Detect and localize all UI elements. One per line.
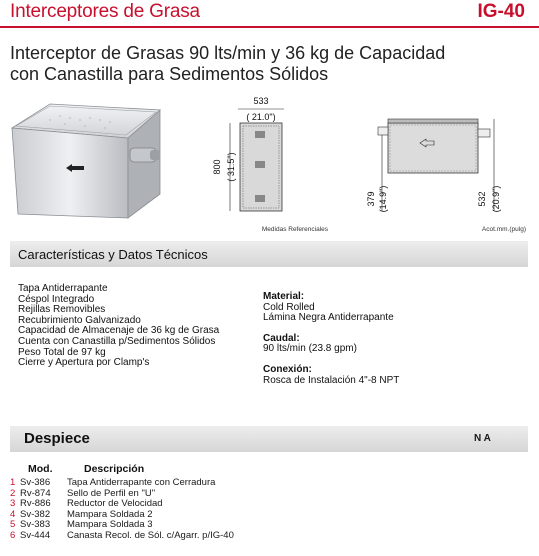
model-code: IG-40 bbox=[477, 1, 525, 22]
part-number: 3 bbox=[10, 498, 16, 510]
part-description: Tapa Antiderrapante con Cerradura bbox=[67, 477, 216, 488]
part-code: Sv-386 bbox=[20, 477, 51, 488]
part-code: Sv-383 bbox=[20, 519, 51, 531]
tech-specs bbox=[263, 292, 523, 386]
part-number: 4 bbox=[10, 508, 16, 520]
connection-value: Rosca de Instalación 4"-8 NPT bbox=[263, 374, 400, 386]
part-code: Rv-874 bbox=[20, 487, 51, 499]
top-view-drawing bbox=[182, 95, 332, 235]
top-width-inch-label: ( 21.0") bbox=[246, 112, 276, 122]
subtitle-line-1: Interceptor de Grasas 90 lts/min y 36 kg de Capacidad bbox=[10, 43, 446, 63]
part-description: Sello de Perfil en "U" bbox=[67, 487, 156, 499]
parts-row bbox=[10, 478, 234, 489]
subtitle-line-2: con Canastilla para Sedimentos Sólidos bbox=[10, 64, 329, 84]
part-description: Reductor de Velocidad bbox=[67, 498, 163, 510]
feature-item: Cuenta con Canastilla p/Sedimentos Sólidos bbox=[18, 335, 216, 347]
flow-label: Caudal: bbox=[263, 332, 300, 344]
feature-item: Rejillas Removibles bbox=[18, 304, 106, 316]
part-description: Canasta Recol. de Sól. c/Agarr. p/IG-40 bbox=[67, 529, 234, 541]
part-description: Mampara Soldada 2 bbox=[67, 508, 153, 520]
parts-na-label: N A bbox=[474, 433, 491, 444]
reference-caption: Medidas Referenciales bbox=[261, 226, 328, 233]
material-label: Material: bbox=[263, 291, 305, 302]
parts-title: Despiece bbox=[24, 430, 90, 447]
top-depth-inch-label: ( 31.5") bbox=[226, 152, 236, 182]
units-caption: Acot.mm.(pulg) bbox=[481, 226, 526, 233]
feature-item: Peso Total de 97 kg bbox=[18, 346, 106, 358]
features-title: Características y Datos Técnicos bbox=[18, 247, 208, 262]
outlet-height-label: 379 bbox=[366, 191, 376, 207]
total-height-label: 532 bbox=[477, 191, 487, 207]
features-list bbox=[18, 284, 258, 369]
feature-item: Recubrimiento Galvanizado bbox=[18, 314, 141, 326]
parts-col-mod: Mod. bbox=[28, 463, 53, 475]
part-description: Mampara Soldada 3 bbox=[67, 519, 153, 531]
parts-col-desc: Descripción bbox=[84, 463, 145, 475]
side-view-drawing bbox=[360, 95, 530, 235]
part-number: 1 bbox=[10, 477, 16, 488]
part-code: Sv-382 bbox=[20, 508, 51, 520]
parts-row bbox=[10, 531, 234, 542]
feature-item: Tapa Antiderrapante bbox=[18, 283, 108, 294]
part-code: Rv-886 bbox=[20, 498, 51, 510]
connection-label: Conexión: bbox=[263, 363, 312, 375]
material-value: Lámina Negra Antiderrapante bbox=[263, 312, 394, 324]
material-value: Cold Rolled bbox=[263, 301, 315, 313]
top-depth-label: 800 bbox=[212, 159, 222, 175]
feature-item: Cierre y Apertura por Clamp's bbox=[18, 357, 150, 369]
outlet-height-inch-label: (14.9") bbox=[378, 185, 388, 213]
part-number: 2 bbox=[10, 487, 16, 499]
page-title: Interceptores de Grasa bbox=[10, 1, 200, 22]
product-photo bbox=[10, 98, 178, 220]
feature-item: Céspol Integrado bbox=[18, 293, 95, 305]
top-width-label: 533 bbox=[253, 96, 269, 106]
part-code: Sv-444 bbox=[20, 529, 51, 541]
product-subtitle bbox=[10, 43, 530, 85]
part-number: 5 bbox=[10, 519, 16, 531]
page-header bbox=[0, 0, 539, 28]
parts-list bbox=[10, 478, 234, 542]
flow-value: 90 lts/min (23.8 gpm) bbox=[263, 343, 357, 355]
feature-item: Capacidad de Almacenaje de 36 kg de Grasa bbox=[18, 325, 220, 337]
part-number: 6 bbox=[10, 529, 16, 541]
total-height-inch-label: (20.9") bbox=[491, 185, 501, 213]
